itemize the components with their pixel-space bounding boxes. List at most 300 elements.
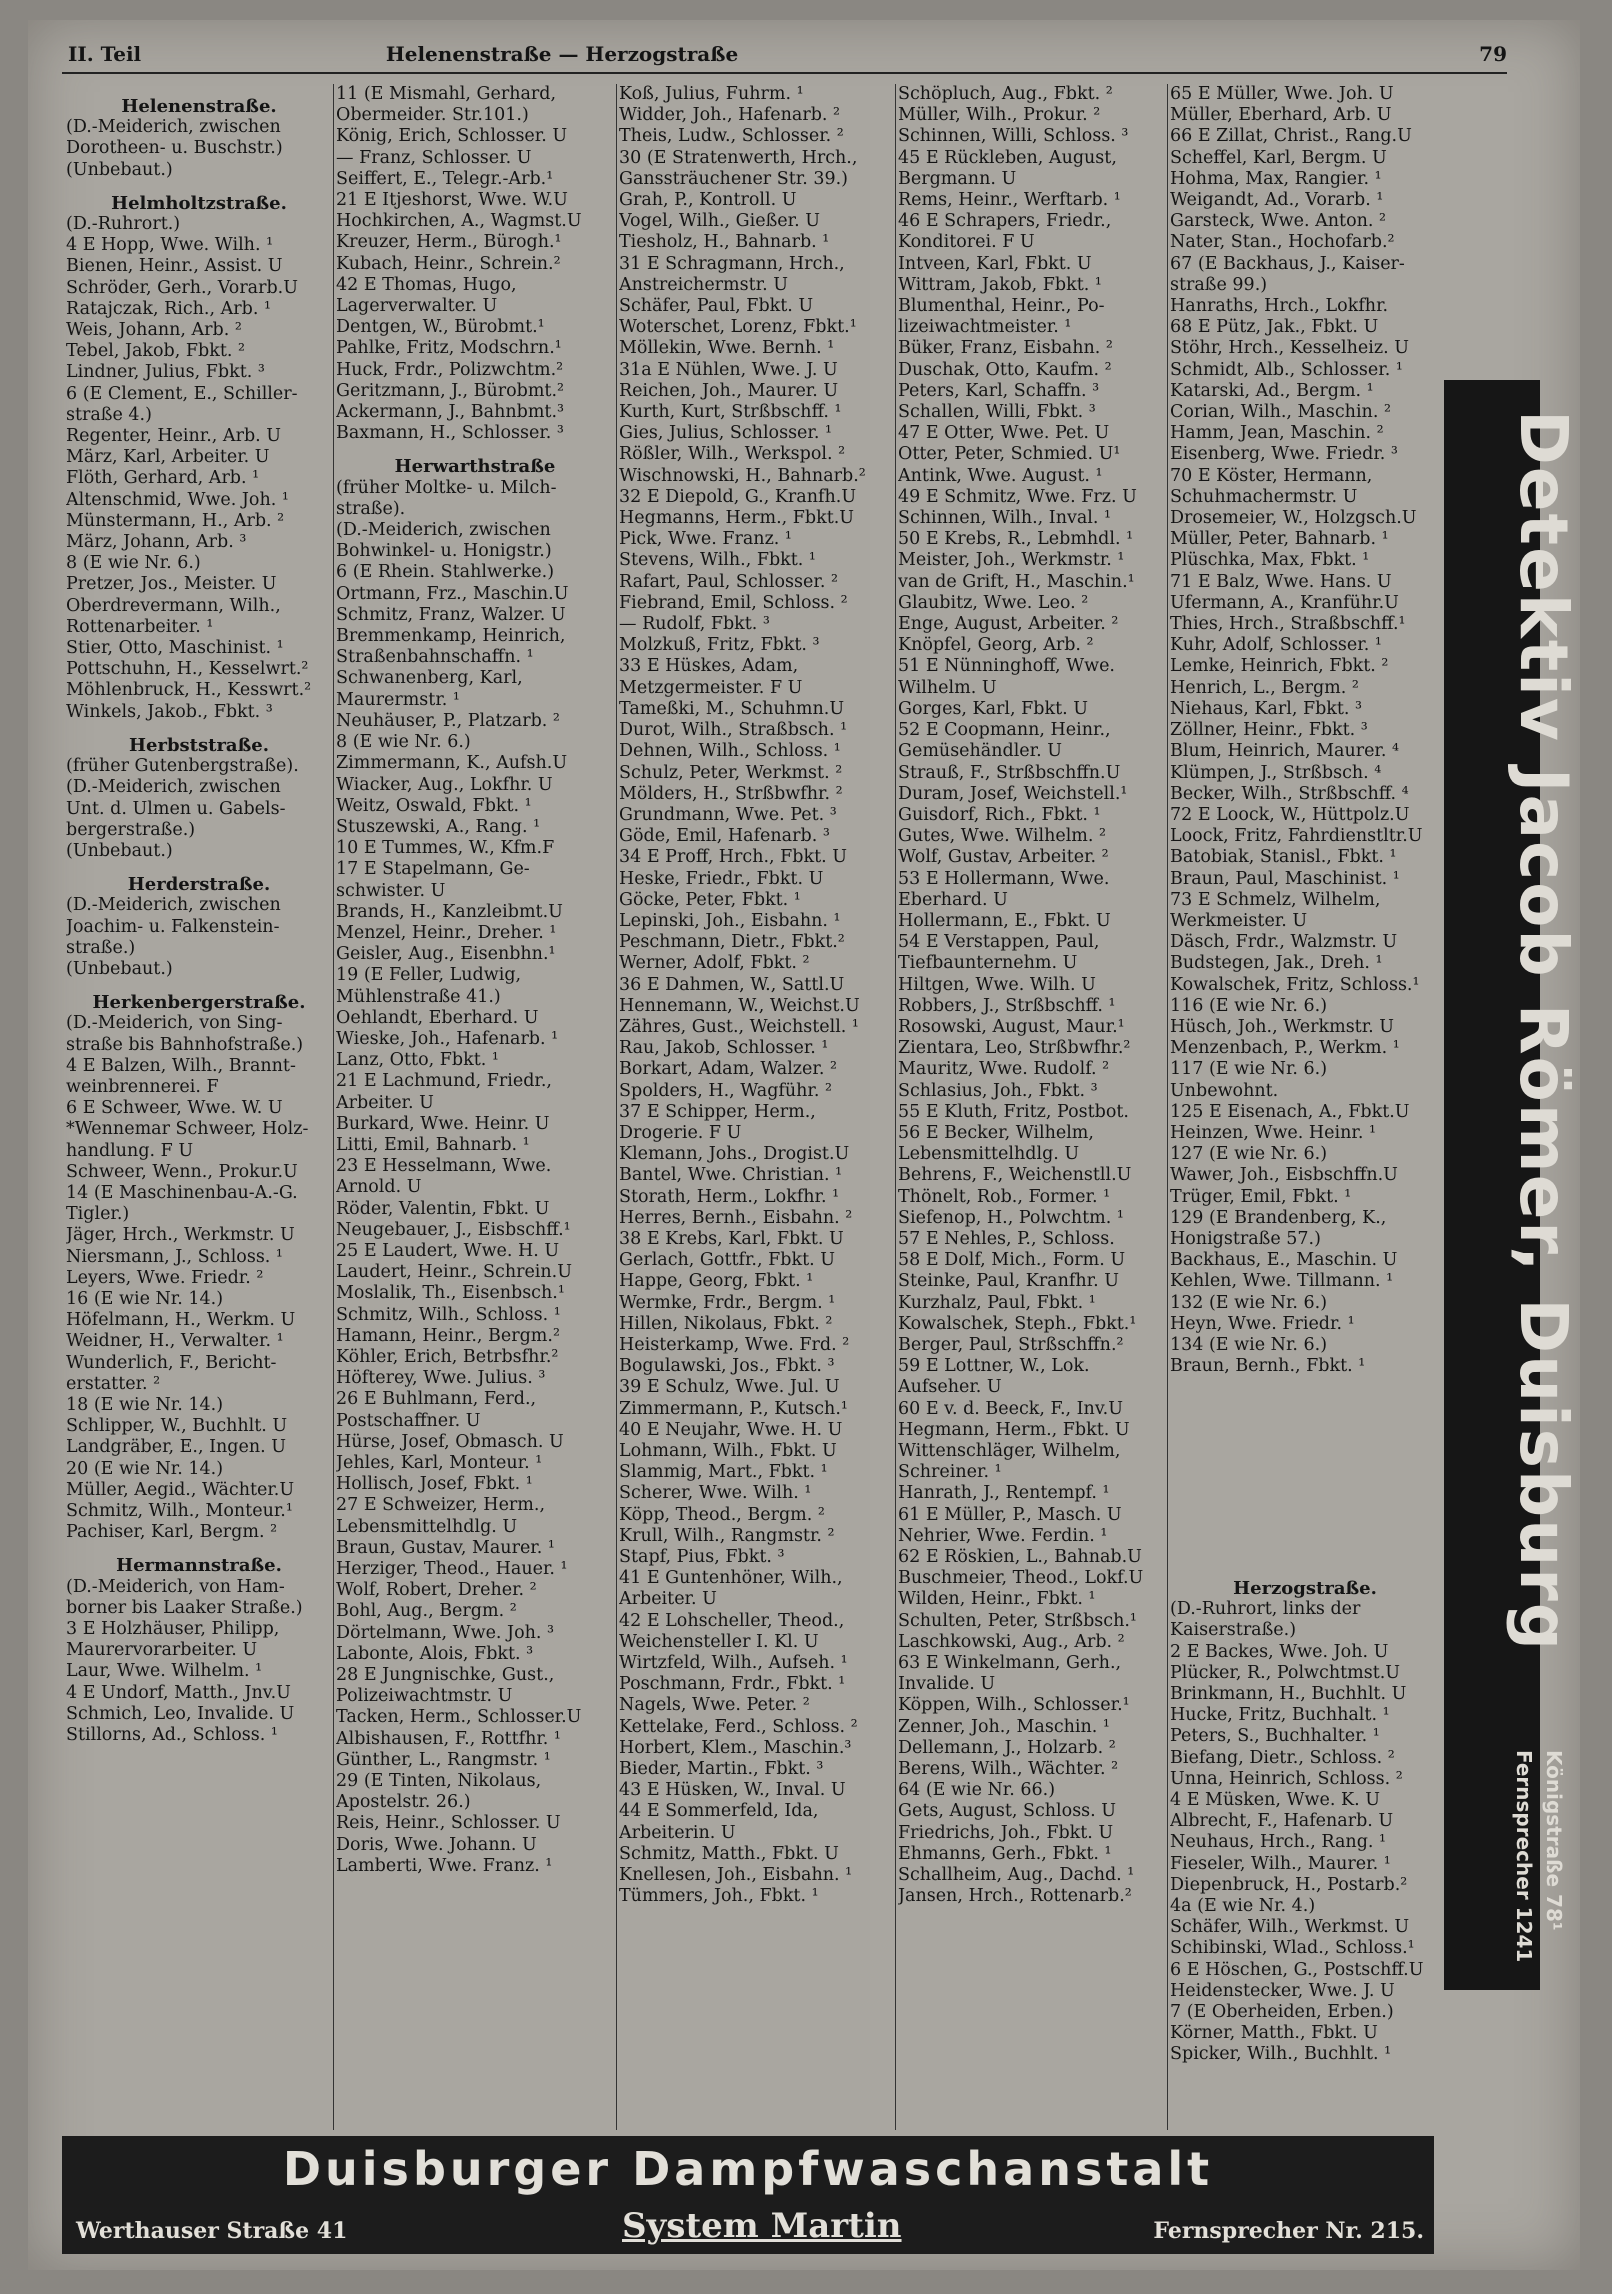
- directory-entry: Lohmann, Wilh., Fbkt. U: [619, 1441, 837, 1461]
- directory-entry: Strauß, F., Strßbschffn.U: [898, 762, 1121, 783]
- directory-entry: 30 (E Stratenwerth, Hrch.,: [619, 147, 858, 168]
- directory-entry: Werkmeister. U: [1170, 910, 1308, 931]
- directory-entry: Oehlandt, Eberhard. U: [336, 1007, 539, 1028]
- directory-entry: lizeiwachtmeister. ¹: [898, 317, 1072, 338]
- directory-entry: Schinnen, Wilh., Inval. ¹: [898, 508, 1112, 529]
- page-header: [62, 36, 1507, 74]
- directory-entry: Henrich, L., Bergm. ²: [1170, 677, 1359, 698]
- directory-entry: Doris, Wwe. Johann. U: [336, 1834, 537, 1855]
- directory-entry: — Franz, Schlosser. U: [336, 147, 532, 168]
- directory-entry: 6 (E Rhein. Stahlwerke.): [336, 562, 555, 583]
- directory-entry: 43 E Hüsken, W., Inval. U: [619, 1780, 846, 1801]
- directory-entry: Pick, Wwe. Franz. ¹: [619, 529, 792, 550]
- directory-entry: 47 E Otter, Wwe. Pet. U: [898, 423, 1110, 444]
- directory-entry: Wischnowski, H., Bahnarb.²: [619, 465, 866, 486]
- detective-advertisement: [1444, 380, 1582, 1990]
- directory-entry: Rau, Jakob, Schlosser. ¹: [619, 1038, 829, 1059]
- directory-entry: Kowalschek, Steph., Fbkt.¹: [898, 1313, 1137, 1334]
- directory-entry: 52 E Coopmann, Heinr.,: [898, 720, 1111, 741]
- part-label: II. Teil: [68, 42, 142, 66]
- directory-entry: 34 E Proff, Hrch., Fbkt. U: [619, 847, 848, 868]
- footer-system: System Martin: [622, 2206, 902, 2246]
- directory-entry: 4 E Hopp, Wwe. Wilh. ¹: [66, 235, 274, 256]
- directory-entry: Altenschmid, Wwe. Joh. ¹: [66, 489, 289, 510]
- directory-entry: Bohwinkel- u. Honigstr.): [336, 541, 552, 562]
- directory-entry: Dörtelmann, Wwe. Joh. ³: [336, 1622, 555, 1643]
- directory-entry: Peters, Karl, Schaffn. ³: [898, 380, 1100, 401]
- directory-entry: Postschaffner. U: [336, 1410, 481, 1431]
- directory-entry: Otter, Peter, Schmied. U¹: [898, 444, 1121, 465]
- advert-address: Königstraße 78¹: [1542, 1750, 1566, 1931]
- directory-entry: 38 E Krebs, Karl, Fbkt. U: [619, 1228, 844, 1249]
- directory-entry: Stevens, Wilh., Fbkt. ¹: [619, 550, 816, 571]
- directory-entry: Zimmermann, P., Kutsch.¹: [619, 1398, 848, 1419]
- directory-entry: Unbewohnt.: [1170, 1080, 1279, 1101]
- directory-entry: 62 E Röskien, L., Bahnab.U: [898, 1547, 1142, 1568]
- directory-entry: Peschmann, Dietr., Fbkt.²: [619, 932, 845, 953]
- directory-entry: Klümpen, J., Strßbsch. ⁴: [1170, 762, 1382, 783]
- directory-entry: Ehmanns, Gerh., Fbkt. ¹: [898, 1843, 1112, 1864]
- directory-entry: Schibinski, Wlad., Schloss.¹: [1170, 1938, 1415, 1959]
- directory-entry: Katarski, Ad., Bergm. ¹: [1170, 380, 1374, 401]
- street-heading: Herderstraße.: [127, 874, 271, 896]
- directory-entry: Weigandt, Ad., Vorarb. ¹: [1170, 190, 1384, 211]
- directory-entry: Geisler, Aug., Eisenbhn.¹: [336, 944, 556, 965]
- column-divider: [616, 84, 617, 2130]
- directory-entry: 59 E Lottner, W., Lok.: [898, 1356, 1090, 1377]
- directory-entry: Bogulawski, Jos., Fbkt. ³: [619, 1356, 835, 1377]
- directory-entry: Zientara, Leo, Strßbwfhr.²: [898, 1038, 1131, 1059]
- directory-entry: Berens, Wilh., Wächter. ²: [898, 1759, 1119, 1780]
- directory-entry: Schlipper, W., Buchhlt. U: [66, 1416, 288, 1437]
- directory-entry: Schmich, Leo, Invalide. U: [66, 1703, 295, 1724]
- directory-entry: Maurermstr. ¹: [336, 689, 460, 710]
- directory-entry: (D.-Meiderich, zwischen: [66, 777, 281, 798]
- directory-entry: Hüsch, Joh., Werkmstr. U: [1170, 1016, 1395, 1037]
- directory-entry: Braun, Gustav, Maurer. ¹: [336, 1537, 555, 1558]
- directory-entry: Biefang, Dietr., Schloss. ²: [1170, 1747, 1395, 1768]
- directory-entry: Rosowski, August, Maur.¹: [898, 1016, 1125, 1037]
- directory-entry: 55 E Kluth, Fritz, Postbot.: [898, 1101, 1129, 1122]
- directory-entry: Grundmann, Wwe. Pet. ³: [619, 804, 837, 825]
- directory-entry: Zenner, Joh., Maschin. ¹: [898, 1716, 1110, 1737]
- directory-entry: Schuhmachermstr. U: [1170, 486, 1358, 507]
- page-number: 79: [1479, 42, 1507, 66]
- directory-entry: Herres, Bernh., Eisbahn. ²: [619, 1207, 853, 1228]
- directory-entry: Ganssträuchener Str. 39.): [619, 168, 848, 189]
- directory-entry: (D.-Meiderich, zwischen: [66, 895, 281, 916]
- directory-entry: 17 E Stapelmann, Ge-: [336, 859, 530, 880]
- directory-entry: Kuhr, Adolf, Schlosser. ¹: [1170, 635, 1382, 656]
- directory-entry: Reichen, Joh., Maurer. U: [619, 380, 839, 401]
- directory-entry: 6 (E Clement, E., Schiller-: [66, 383, 298, 404]
- directory-entry: Robbers, J., Strßbschff. ¹: [898, 995, 1116, 1016]
- directory-entry: Straßenbahnschaffn. ¹: [336, 647, 534, 668]
- directory-entry: Schäfer, Wilh., Werkmst. U: [1170, 1917, 1410, 1938]
- directory-entry: Gutes, Wwe. Wilhelm. ²: [898, 826, 1107, 847]
- directory-entry: Niehaus, Karl, Fbkt. ³: [1170, 698, 1363, 719]
- directory-entry: Schweer, Wenn., Prokur.U: [66, 1161, 298, 1182]
- directory-entry: Apostelstr. 26.): [336, 1792, 471, 1813]
- directory-entry: Tebel, Jakob, Fbkt. ²: [66, 341, 245, 362]
- directory-entry: Heyn, Wwe. Friedr. ¹: [1170, 1313, 1355, 1334]
- directory-entry: Schwanenberg, Karl,: [336, 668, 523, 689]
- directory-entry: Plücker, R., Polwchtmst.U: [1170, 1662, 1401, 1683]
- directory-entry: 20 (E wie Nr. 14.): [66, 1458, 224, 1479]
- directory-entry: Nehrier, Wwe. Ferdin. ¹: [898, 1525, 1108, 1546]
- directory-entry: Maurervorarbeiter. U: [66, 1640, 258, 1661]
- directory-entry: Kaiserstraße.): [1170, 1620, 1297, 1641]
- directory-entry: Batobiak, Stanisl., Fbkt. ¹: [1170, 847, 1397, 868]
- directory-entry: Schmitz, Matth., Fbkt. U: [619, 1843, 839, 1864]
- directory-entry: (D.-Meiderich, zwischen: [66, 117, 281, 138]
- directory-entry: Albrecht, F., Hafenarb. U: [1170, 1811, 1394, 1832]
- directory-entry: Wirtzfeld, Wilh., Aufseh. ¹: [619, 1653, 848, 1674]
- directory-entry: Scheffel, Karl, Bergm. U: [1170, 147, 1387, 168]
- directory-entry: Lanz, Otto, Fbkt. ¹: [336, 1050, 499, 1071]
- directory-entry: Spolders, H., Wagführ. ²: [619, 1080, 833, 1101]
- directory-entry: straße bis Bahnhofstraße.): [66, 1034, 304, 1055]
- directory-entry: Widder, Joh., Hafenarb. ²: [619, 105, 841, 126]
- directory-entry: Loock, Fritz, Fahrdienstltr.U: [1170, 826, 1423, 847]
- directory-entry: Heinzen, Wwe. Heinr. ¹: [1170, 1122, 1376, 1143]
- directory-entry: Litti, Emil, Bahnarb. ¹: [336, 1134, 530, 1155]
- directory-entry: Becker, Wilh., Strßbschff. ⁴: [1170, 783, 1409, 804]
- directory-entry: straße).: [336, 498, 406, 519]
- directory-entry: Schöpluch, Aug., Fbkt. ²: [898, 84, 1113, 104]
- directory-entry: Müller, Wilh., Prokur. ²: [898, 105, 1101, 126]
- directory-entry: Stöhr, Hrch., Kesselheiz. U: [1170, 338, 1409, 359]
- directory-entry: (D.-Meiderich, zwischen: [336, 520, 551, 541]
- directory-entry: Arbeiter. U: [336, 1092, 434, 1113]
- directory-entry: Peters, S., Buchhalter. ¹: [1170, 1726, 1380, 1747]
- directory-entry: Schröder, Gerh., Vorarb.U: [66, 277, 298, 298]
- directory-entry: (D.-Meiderich, von Ham-: [66, 1576, 285, 1597]
- directory-entry: Gies, Julius, Schlosser. ¹: [619, 423, 832, 444]
- directory-entry: Joachim- u. Falkenstein-: [66, 916, 280, 937]
- directory-entry: Mühlenstraße 41.): [336, 986, 501, 1007]
- directory-entry: Eberhard. U: [898, 889, 1008, 910]
- directory-entry: Hiltgen, Wwe. Wilh. U: [898, 974, 1096, 995]
- directory-entry: Hanrath, J., Rentempf. ¹: [898, 1483, 1110, 1504]
- directory-entry: Möhlenbruck, H., Kesswrt.²: [66, 680, 312, 701]
- directory-entry: Schallen, Willi, Fbkt. ³: [898, 402, 1096, 423]
- directory-entry: (Unbebaut.): [66, 840, 173, 861]
- directory-entry: Meister, Joh., Werkmstr. ¹: [898, 550, 1125, 571]
- directory-entry: Wittram, Jakob, Fbkt. ¹: [898, 274, 1102, 295]
- directory-entry: Hucke, Fritz, Buchhalt. ¹: [1170, 1705, 1390, 1726]
- directory-entry: Fieseler, Wilh., Maurer. ¹: [1170, 1853, 1391, 1874]
- directory-entry: Schäfer, Paul, Fbkt. U: [619, 296, 814, 317]
- directory-entry: Borkart, Adam, Walzer. ²: [619, 1059, 837, 1080]
- directory-entry: Heidenstecker, Wwe. J. U: [1170, 1980, 1395, 2001]
- directory-entry: Obermeider. Str.101.): [336, 105, 529, 126]
- directory-entry: März, Johann, Arb. ³: [66, 532, 247, 553]
- street-heading: Helmholtzstraße.: [111, 192, 287, 214]
- directory-entry: Trüger, Emil, Fbkt. ¹: [1170, 1186, 1352, 1207]
- directory-entry: Kowalschek, Fritz, Schloss.¹: [1170, 974, 1420, 995]
- directory-entry: Steinke, Paul, Kranfhr. U: [898, 1271, 1119, 1292]
- directory-entry: (Unbebaut.): [66, 958, 173, 979]
- directory-entry: Corian, Wilh., Maschin. ²: [1170, 402, 1391, 423]
- directory-entry: Möllekin, Wwe. Bernh. ¹: [619, 338, 835, 359]
- directory-entry: 117 (E wie Nr. 6.): [1170, 1059, 1328, 1080]
- directory-entry: Backhaus, E., Maschin. U: [1170, 1250, 1398, 1271]
- directory-entry: Grah, P., Kontroll. U: [619, 190, 797, 211]
- directory-entry: 71 E Balz, Wwe. Hans. U: [1170, 571, 1392, 592]
- directory-entry: Bieder, Martin., Fbkt. ³: [619, 1759, 824, 1780]
- directory-entry: Weitz, Oswald, Fbkt. ¹: [336, 795, 532, 816]
- directory-entry: Laur, Wwe. Wilhelm. ¹: [66, 1661, 263, 1682]
- directory-entry: Braun, Bernh., Fbkt. ¹: [1170, 1356, 1366, 1377]
- directory-entry: Tiefbaunternehm. U: [898, 953, 1078, 974]
- directory-entry: Dellemann, J., Holzarb. ²: [898, 1737, 1116, 1758]
- directory-entry: Stuszewski, A., Rang. ¹: [336, 816, 541, 837]
- directory-entry: Stapf, Pius, Fbkt. ³: [619, 1547, 785, 1568]
- column-divider: [333, 84, 334, 2130]
- directory-entry: 134 (E wie Nr. 6.): [1170, 1334, 1328, 1355]
- directory-entry: 31a E Nühlen, Wwe. J. U: [619, 359, 838, 380]
- directory-entry: Röder, Valentin, Fbkt. U: [336, 1198, 550, 1219]
- directory-entry: 7 (E Oberheiden, Erben.): [1170, 2002, 1394, 2023]
- directory-entry: erstatter. ²: [66, 1373, 161, 1394]
- column-divider: [1167, 84, 1168, 2130]
- directory-entry: Lindner, Julius, Fbkt. ³: [66, 362, 265, 383]
- directory-entry: 54 E Verstappen, Paul,: [898, 932, 1100, 953]
- directory-entry: 32 E Diepold, G., Kranfh.U: [619, 486, 857, 507]
- directory-entry: (früher Gutenbergstraße).: [66, 756, 299, 777]
- directory-entry: Dentgen, W., Bürobmt.¹: [336, 317, 545, 338]
- footer-address: Werthauser Straße 41: [76, 2218, 348, 2244]
- directory-entry: 23 E Hesselmann, Wwe.: [336, 1156, 552, 1177]
- directory-entry: Brands, H., Kanzleibmt.U: [336, 901, 563, 922]
- directory-entry: 127 (E wie Nr. 6.): [1170, 1144, 1328, 1165]
- directory-entry: Göde, Emil, Hafenarb. ³: [619, 826, 830, 847]
- directory-entry: Ortmann, Frz., Maschin.U: [336, 583, 569, 604]
- directory-entry: Arbeiter. U: [619, 1589, 717, 1610]
- directory-entry: Budstegen, Jak., Dreh. ¹: [1170, 953, 1383, 974]
- directory-entry: Dehnen, Wilh., Schloss. ¹: [619, 741, 841, 762]
- directory-entry: Fiebrand, Emil, Schloss. ²: [619, 592, 848, 613]
- directory-entry: Menzel, Heinr., Dreher. ¹: [336, 922, 557, 943]
- directory-entry: 129 (E Brandenberg, K.,: [1170, 1207, 1387, 1228]
- directory-entry: Köpp, Theod., Bergm. ²: [619, 1504, 825, 1525]
- directory-entry: Geritzmann, J., Bürobmt.²: [336, 380, 565, 401]
- directory-entry: Niersmann, J., Schloss. ¹: [66, 1246, 283, 1267]
- directory-entry: (D.-Meiderich, von Sing-: [66, 1013, 283, 1034]
- directory-entry: 11 (E Mismahl, Gerhard,: [336, 84, 557, 104]
- laundry-advertisement: [62, 2136, 1434, 2254]
- directory-entry: Theis, Ludw., Schlosser. ²: [619, 126, 844, 147]
- directory-entry: 21 E Lachmund, Friedr.,: [336, 1071, 552, 1092]
- directory-entry: borner bis Laaker Straße.): [66, 1597, 303, 1618]
- directory-entry: 29 (E Tinten, Nikolaus,: [336, 1771, 542, 1792]
- directory-entry: Krull, Wilh., Rangmstr. ²: [619, 1525, 835, 1546]
- directory-entry: Flöth, Gerhard, Arb. ¹: [66, 468, 260, 489]
- directory-entry: Siefenop, H., Polwchtm. ¹: [898, 1207, 1124, 1228]
- directory-column-2: [336, 84, 614, 2130]
- directory-entry: 44 E Sommerfeld, Ida,: [619, 1801, 819, 1822]
- directory-entry: Lebensmittelhdlg. U: [336, 1516, 518, 1537]
- directory-entry: Weis, Johann, Arb. ²: [66, 320, 242, 341]
- directory-entry: 26 E Buhlmann, Ferd.,: [336, 1389, 537, 1410]
- directory-entry: Koß, Julius, Fuhrm. ¹: [619, 84, 804, 104]
- directory-entry: Göcke, Peter, Fbkt. ¹: [619, 889, 801, 910]
- directory-entry: Schulz, Peter, Werkmst. ²: [619, 762, 843, 783]
- directory-entry: Müller, Peter, Bahnarb. ¹: [1170, 529, 1389, 550]
- directory-entry: 6 E Höschen, G., Postschff.U: [1170, 1959, 1424, 1980]
- directory-entry: Tiesholz, H., Bahnarb. ¹: [619, 232, 830, 253]
- directory-entry: Zähres, Gust., Weichstell. ¹: [619, 1016, 859, 1037]
- directory-entry: Guisdorf, Rich., Fbkt. ¹: [898, 804, 1101, 825]
- directory-entry: Wilden, Heinr., Fbkt. ¹: [898, 1589, 1096, 1610]
- directory-entry: Burkard, Wwe. Heinr. U: [336, 1113, 550, 1134]
- directory-entry: Körner, Matth., Fbkt. U: [1170, 2023, 1378, 2044]
- directory-entry: 19 (E Feller, Ludwig,: [336, 965, 522, 986]
- directory-entry: Schmitz, Wilh., Monteur.¹: [66, 1501, 293, 1521]
- directory-entry: 42 E Thomas, Hugo,: [336, 274, 517, 295]
- directory-entry: Kurzhalz, Paul, Fbkt. ¹: [898, 1292, 1096, 1313]
- street-heading: Herzogstraße.: [1233, 1578, 1377, 1599]
- directory-entry: 60 E v. d. Beeck, F., Inv.U: [898, 1398, 1123, 1419]
- directory-entry: Arbeiterin. U: [619, 1822, 736, 1843]
- directory-entry: Buschmeier, Theod., Lokf.U: [898, 1568, 1144, 1589]
- directory-entry: Tacken, Herm., Schlosser.U: [336, 1707, 582, 1728]
- directory-entry: Mauritz, Wwe. Rudolf. ²: [898, 1059, 1110, 1080]
- directory-entry: Kurth, Kurt, Strßbschff. ¹: [619, 402, 842, 423]
- directory-entry: Knöpfel, Georg, Arb. ²: [898, 635, 1094, 656]
- directory-entry: Hegmann, Herm., Fbkt. U: [898, 1419, 1130, 1440]
- directory-entry: Lebensmittelhdlg. U: [898, 1144, 1080, 1165]
- directory-entry: 25 E Laudert, Wwe. H. U: [336, 1240, 560, 1261]
- directory-entry: 45 E Rückleben, August,: [898, 147, 1117, 168]
- directory-entry: schwister. U: [336, 880, 446, 901]
- directory-entry: Knellesen, Joh., Eisbahn. ¹: [619, 1865, 853, 1886]
- directory-entry: Hamann, Heinr., Bergm.²: [336, 1325, 560, 1346]
- directory-entry: 18 (E wie Nr. 14.): [66, 1394, 224, 1415]
- directory-entry: Happe, Georg, Fbkt. ¹: [619, 1271, 814, 1292]
- directory-entry: Laudert, Heinr., Schrein.U: [336, 1262, 572, 1283]
- directory-entry: Drosemeier, W., Holzgsch.U: [1170, 508, 1417, 529]
- directory-entry: 72 E Loock, W., Hüttpolz.U: [1170, 804, 1410, 825]
- directory-entry: straße.): [66, 937, 136, 958]
- directory-entry: 27 E Schweizer, Herm.,: [336, 1495, 546, 1516]
- directory-entry: Zimmermann, K., Aufsh.U: [336, 753, 568, 774]
- directory-entry: Wilhelm. U: [898, 677, 997, 698]
- street-heading: Herwarthstraße: [394, 456, 556, 478]
- directory-entry: Pretzer, Jos., Meister. U: [66, 574, 277, 595]
- directory-entry: Hillen, Nikolaus, Fbkt. ²: [619, 1313, 833, 1334]
- directory-entry: Wawer, Joh., Eisbschffn.U: [1170, 1165, 1398, 1186]
- directory-entry: 65 E Müller, Wwe. Joh. U: [1170, 84, 1394, 104]
- directory-entry: Nater, Stan., Hochofarb.²: [1170, 232, 1395, 253]
- directory-entry: (Unbebaut.): [66, 159, 173, 180]
- directory-entry: Anstreichermstr. U: [619, 274, 788, 295]
- directory-entry: Albishausen, F., Rottfhr. ¹: [336, 1728, 561, 1749]
- directory-entry: Bantel, Wwe. Christian. ¹: [619, 1165, 843, 1186]
- street-heading: Hermannstraße.: [116, 1555, 282, 1577]
- directory-entry: Winkels, Jakob., Fbkt. ³: [66, 701, 273, 722]
- directory-entry: Poschmann, Frdr., Fbkt. ¹: [619, 1674, 846, 1695]
- directory-entry: 61 E Müller, P., Masch. U: [898, 1504, 1122, 1525]
- directory-entry: Hollermann, E., Fbkt. U: [898, 910, 1111, 931]
- directory-entry: Hohma, Max, Rangier. ¹: [1170, 168, 1382, 189]
- street-heading: Helenenstraße.: [121, 96, 277, 117]
- directory-entry: Pachiser, Karl, Bergm. ²: [66, 1522, 278, 1543]
- directory-entry: Blum, Heinrich, Maurer. ⁴: [1170, 741, 1400, 762]
- directory-entry: 33 E Hüskes, Adam,: [619, 656, 799, 677]
- directory-entry: Schallheim, Aug., Dachd. ¹: [898, 1865, 1135, 1886]
- directory-column-1: [66, 84, 332, 2130]
- directory-entry: Wiacker, Aug., Lokfhr. U: [336, 774, 553, 795]
- directory-entry: Wieske, Joh., Hafenarb. ¹: [336, 1028, 559, 1049]
- directory-entry: 8 (E wie Nr. 6.): [336, 732, 471, 753]
- directory-entry: Woterschet, Lorenz, Fbkt.¹: [619, 317, 857, 338]
- street-heading: Herbststraße.: [129, 734, 269, 756]
- directory-entry: Gorges, Karl, Fbkt. U: [898, 698, 1088, 719]
- directory-entry: Durot, Wilh., Straßbsch. ¹: [619, 720, 848, 741]
- directory-entry: 14 (E Maschinenbau-A.-G.: [66, 1182, 298, 1203]
- directory-entry: 8 (E wie Nr. 6.): [66, 553, 201, 574]
- directory-entry: Hürse, Josef, Obmasch. U: [336, 1431, 564, 1452]
- directory-entry: bergerstraße.): [66, 819, 196, 840]
- directory-entry: Berger, Paul, Strßschffn.²: [898, 1334, 1124, 1355]
- directory-entry: Eisenberg, Wwe. Friedr. ³: [1170, 444, 1398, 465]
- directory-entry: Unna, Heinrich, Schloss. ²: [1170, 1768, 1403, 1789]
- directory-entry: 3 E Holzhäuser, Philipp,: [66, 1619, 280, 1640]
- directory-entry: Wolf, Gustav, Arbeiter. ²: [898, 847, 1109, 868]
- directory-entry: Schmitz, Wilh., Schloss. ¹: [336, 1304, 561, 1325]
- directory-entry: Behrens, F., Weichenstll.U: [898, 1165, 1132, 1186]
- directory-entry: 51 E Nünninghoff, Wwe.: [898, 656, 1115, 677]
- directory-entry: 68 E Pütz, Jak., Fbkt. U: [1170, 317, 1379, 338]
- directory-entry: Neugebauer, J., Eisbschff.¹: [336, 1219, 571, 1240]
- directory-entry: Horbert, Klem., Maschin.³: [619, 1737, 852, 1758]
- directory-entry: Jansen, Hrch., Rottenarb.²: [898, 1886, 1132, 1907]
- advert-phone: Fernsprecher 1241: [1512, 1750, 1536, 1963]
- directory-entry: Wittenschläger, Wilhelm,: [898, 1441, 1121, 1461]
- directory-entry: Müller, Aegid., Wächter.U: [66, 1479, 295, 1500]
- directory-entry: Thies, Hrch., Straßbschff.¹: [1170, 614, 1406, 635]
- directory-entry: Lepinski, Joh., Eisbahn. ¹: [619, 910, 841, 931]
- directory-entry: 56 E Becker, Wilhelm,: [898, 1122, 1094, 1143]
- directory-entry: Scherer, Wwe. Wilh. ¹: [619, 1483, 812, 1504]
- directory-entry: 31 E Schragmann, Hrch.,: [619, 253, 845, 274]
- directory-entry: van de Grift, H., Maschin.¹: [898, 571, 1135, 592]
- directory-entry: Oberdrevermann, Wilh.,: [66, 595, 281, 616]
- directory-entry: Lagerverwalter. U: [336, 296, 498, 317]
- directory-entry: Jäger, Hrch., Werkmstr. U: [66, 1225, 295, 1246]
- directory-entry: Höfelmann, H., Werkm. U: [66, 1310, 296, 1331]
- directory-entry: Rafart, Paul, Schlosser. ²: [619, 571, 838, 592]
- directory-entry: Werner, Adolf, Fbkt. ²: [619, 953, 810, 974]
- directory-entry: 50 E Krebs, R., Lebmhdl. ¹: [898, 529, 1134, 550]
- directory-entry: 57 E Nehles, P., Schloss.: [898, 1228, 1115, 1249]
- directory-entry: Kubach, Heinr., Schrein.²: [336, 253, 561, 274]
- directory-entry: Wermke, Frdr., Bergm. ¹: [619, 1292, 836, 1313]
- directory-entry: Gemüsehändler. U: [898, 741, 1062, 762]
- directory-entry: Polizeiwachtmstr. U: [336, 1686, 513, 1707]
- directory-entry: Baxmann, H., Schlosser. ³: [336, 423, 564, 444]
- directory-entry: 4 E Balzen, Wilh., Brannt-: [66, 1055, 296, 1076]
- directory-entry: Schmidt, Alb., Schlosser. ¹: [1170, 359, 1403, 380]
- directory-entry: 21 E Itjeshorst, Wwe. W.U: [336, 190, 568, 211]
- directory-entry: Intveen, Karl, Fbkt. U: [898, 253, 1092, 274]
- directory-entry: Vogel, Wilh., Gießer. U: [619, 211, 820, 232]
- directory-entry: 39 E Schulz, Wwe. Jul. U: [619, 1377, 840, 1398]
- directory-entry: Klemann, Johs., Drogist.U: [619, 1144, 850, 1165]
- footer-phone: Fernsprecher Nr. 215.: [1153, 2218, 1424, 2244]
